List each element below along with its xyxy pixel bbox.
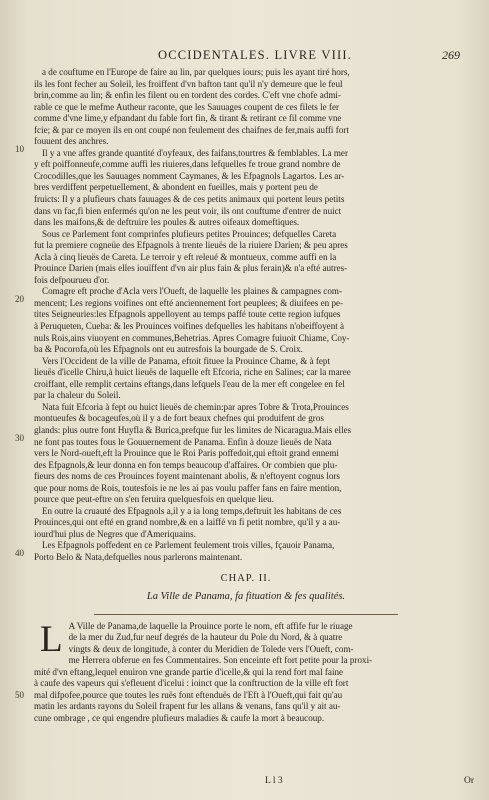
text-line: bres verdiffent perpetuellement, & abondent en fueilles, mais y portent peu de: [34, 182, 318, 193]
margin-line-number: 40: [15, 548, 24, 558]
text-line: des Efpagnols,& leur donna en fon temps beaucoup d'affaires. Or combien que plu-: [34, 459, 338, 470]
text-line: ba & Pocorofa,où les Efpagnols ont eu autresfois la bourgade de S. Croix.: [34, 344, 303, 355]
paragraph: [34, 67, 458, 148]
text-line: Crocodilles,que les Sauuages nomment Caymanes, & les Efpagnols Lagartos. Les ar-: [34, 170, 345, 181]
text-line: y eft poiffonneufe,comme auffi les riuieres,dans lefquelles fe troue grand nombre de: [34, 159, 341, 170]
text-line: par la chaleur du Soleil.: [34, 390, 121, 401]
text-line: Prouince Darien (mais elles iouïffent d'vn air plus fain & plus ferain)& n'a efté autres-: [34, 263, 348, 274]
text-line: croiffant, elle remplit certains eftangs,dans lefquels l'eau de la mer eft congelee en fel: [34, 378, 345, 389]
paragraph: [34, 402, 458, 506]
text-line: En outre la cruauté des Efpagnols a,il y a ia long temps,deftruit les habitans de ces: [42, 505, 342, 516]
text-line: à Peruqueten, Cueba: & les Prouinces voifines defquelles les habitans n'obeiffoyent à: [34, 321, 345, 332]
chapter-paragraph: [34, 618, 458, 725]
margin-line-number: 20: [15, 294, 24, 304]
text-line: cune ombrage , ce qui engendre plufieurs maladies & caufe la mort à beaucoup.: [34, 712, 325, 723]
text-line: Vers l'Occident de la ville de Panama, eftoit fituee la Prouince Chame, & à fept: [42, 355, 330, 366]
running-header: [60, 48, 460, 64]
text-line: mité d'vn eftang,lequel enuiron vne grande partie d'icelle,& qui la rend fort mal faine: [34, 666, 344, 677]
text-line: Acla à cinq lieuës de Careta. Le terroir y eft releué & montueux, comme auffi en la: [34, 251, 337, 262]
chapter-title: La Ville de Panama, fa fituation & fes qualités.: [146, 591, 346, 603]
text-line: glands: plus outre font Huyfla & Burica,prefque fur les limites de Nicaragua.Mais elles: [34, 424, 352, 435]
text-line: Il y a vne affes grande quantité d'oyfeaux, des faifans,tourtres & femblables. La mer: [42, 147, 348, 158]
text-line: pource que peut-eftre on s'en feruira quelquesfois en quelque lieu.: [34, 494, 275, 505]
text-line: Comagre eft proche d'Acla vers l'Oueft, de laquelle les plaines & campagnes com-: [42, 286, 342, 297]
text-line: Sous ce Parlement font comprinfes plufieurs petites Prouinces; defquelles Careta: [42, 228, 337, 239]
text-line: rable ce que le mefme Autheur raconte, que les Sauuages coupent de ces filets le fer: [34, 101, 340, 112]
text-line: fcie; & par ce moyen ils en ont coupé non feulement des chaifnes de fer,mais auffi fort: [34, 124, 349, 135]
text-line: A Ville de Panama,de laquelle la Prouince porte le nom, eft affife fur le riuage: [68, 620, 353, 631]
text-line: mencent; Les regions voifines ont efté anciennement fort peuplees; & diuifees en pe-: [34, 297, 344, 308]
text-line: Nata fuit Efcoria à fept ou huict lieuës de chemin:par apres Tobre & Trota,Prouinces: [42, 401, 349, 412]
text-line: fouuent des anchres.: [34, 136, 109, 147]
running-title: OCCIDENTALES. LIVRE VIII.: [157, 48, 353, 62]
text-line: lieuës d'icelle Chiru,à huict lieuës de laquelle eft Efcoria, riche en Salines; car la maree: [34, 367, 351, 378]
text-body: [34, 67, 458, 725]
paragraph: [34, 506, 458, 541]
margin-line-number: 50: [15, 690, 24, 700]
text-line: tites Seigneuries:les Efpagnols appelloyent au temps paffé toute cette region iufques: [34, 309, 341, 320]
text-line: Prouinces,qui ont efté en grand nombre,& en a laiffé vn fi petit nombre, qu'il y a au-: [34, 517, 341, 528]
text-line: fruicts: Il y a plufieurs chats fauuages & de ces petits animaux qui portent leurs petits: [34, 194, 345, 205]
text-line: Les Efpagnols poffedent en ce Parlement feulement trois villes, fçauoir Panama,: [42, 540, 335, 551]
paragraph: [34, 229, 458, 287]
catchword: Or: [463, 776, 474, 786]
margin-line-number: 10: [15, 144, 24, 154]
margin-line-number: 30: [15, 433, 24, 443]
page-footer: [60, 776, 474, 790]
text-line: matin les ardants rayons du Soleil frapent fur les allans & venans, fans qu'il y ait au-: [34, 701, 341, 712]
text-line: dans les maifons,& de deftruire les poules & autres oifeaux domeftiques.: [34, 217, 300, 228]
text-line: Porto Belo & Nata,defquelles nous parlerons maintenant.: [34, 551, 243, 562]
paragraph: [34, 286, 458, 355]
drop-cap: L: [40, 618, 63, 660]
signature-mark: L l 3: [265, 776, 283, 786]
text-line: montueufes & bocageufes,où il y a de fort beaux chefnes qui produifent de gros: [34, 413, 324, 424]
text-line: mal difpofee,pource que toutes les ruës font eftenduës de l'Eft à l'Oueft,qui fait qu'au: [34, 689, 343, 700]
text-line: ne font pas toutes fous le Gouuernement de Panama. Enfin à douze lieuës de Nata: [34, 436, 332, 447]
text-line: fois defpourueu d'or.: [34, 274, 110, 285]
chapter-heading: CHAP. II.: [220, 572, 272, 584]
text-line: que pour noms de Rois, toutesfois ie ne les ai pas voulu paffer fans en faire mention,: [34, 482, 342, 493]
text-line: à caufe des vapeurs qui s'efleuent d'icelui : ioinct que la conftruction de la ville eft fort: [34, 678, 349, 689]
text-line: comme d'vne lime,y efpandant du fable fort fin, & tirant & retirant ce fil comme vne: [34, 113, 342, 124]
text-line: fut la premiere cogneüe des Efpagnols à trente lieuës de la riuiere Darien; & peu apres: [34, 240, 348, 251]
paragraph: [34, 356, 458, 402]
text-line: vers le Nord-oueft,eft la Prouince que le Roi Paris poffedoit,qui eftoit grand ennemi: [34, 448, 339, 459]
paragraph: [34, 540, 458, 563]
divider: [94, 614, 398, 615]
text-line: a de couftume en l'Europe de faire au lin, par quelques iours; puis les ayant tiré hors,: [42, 67, 350, 77]
text-line: brin,comme au lin; & enfin les filent ou en tordent des cordes. C'eft vne chofe admi-: [34, 90, 341, 101]
text-line: vingts & deux de longitude, à conter du Meridien de Tolede vers l'Oueft, com-: [68, 643, 354, 654]
text-line: me Herrera obferue en fes Commentaires. Son enceinte eft fort petite pour la proxi-: [68, 655, 373, 666]
text-line: iourd'hui plus de Negres que d'Ameriquains.: [34, 528, 196, 539]
text-line: de la mer du Zud,fur neuf degrés de la hauteur du Pole du Nord, & à quatre: [68, 632, 343, 643]
text-line: ils les font fecher au Soleil, les froiffent d'vn bafton tant qu'il n'y demeure que le feul: [34, 78, 343, 89]
page-number: 269: [442, 48, 460, 62]
paragraph: [34, 148, 458, 229]
text-line: nuls Rois,ains viuoyent en communes,Behetrias. Apres Comagre fuiuoit Chiame, Coy-: [34, 332, 350, 343]
text-line: fieurs des noms de ces Prouinces foyent maintenant abolis, & n'eftoyent cognus lors: [34, 471, 340, 482]
text-line: dans vn fac,fi bien enfermés qu'on ne les peut voir, ils ont couftume d'entrer de nuict: [34, 205, 342, 216]
